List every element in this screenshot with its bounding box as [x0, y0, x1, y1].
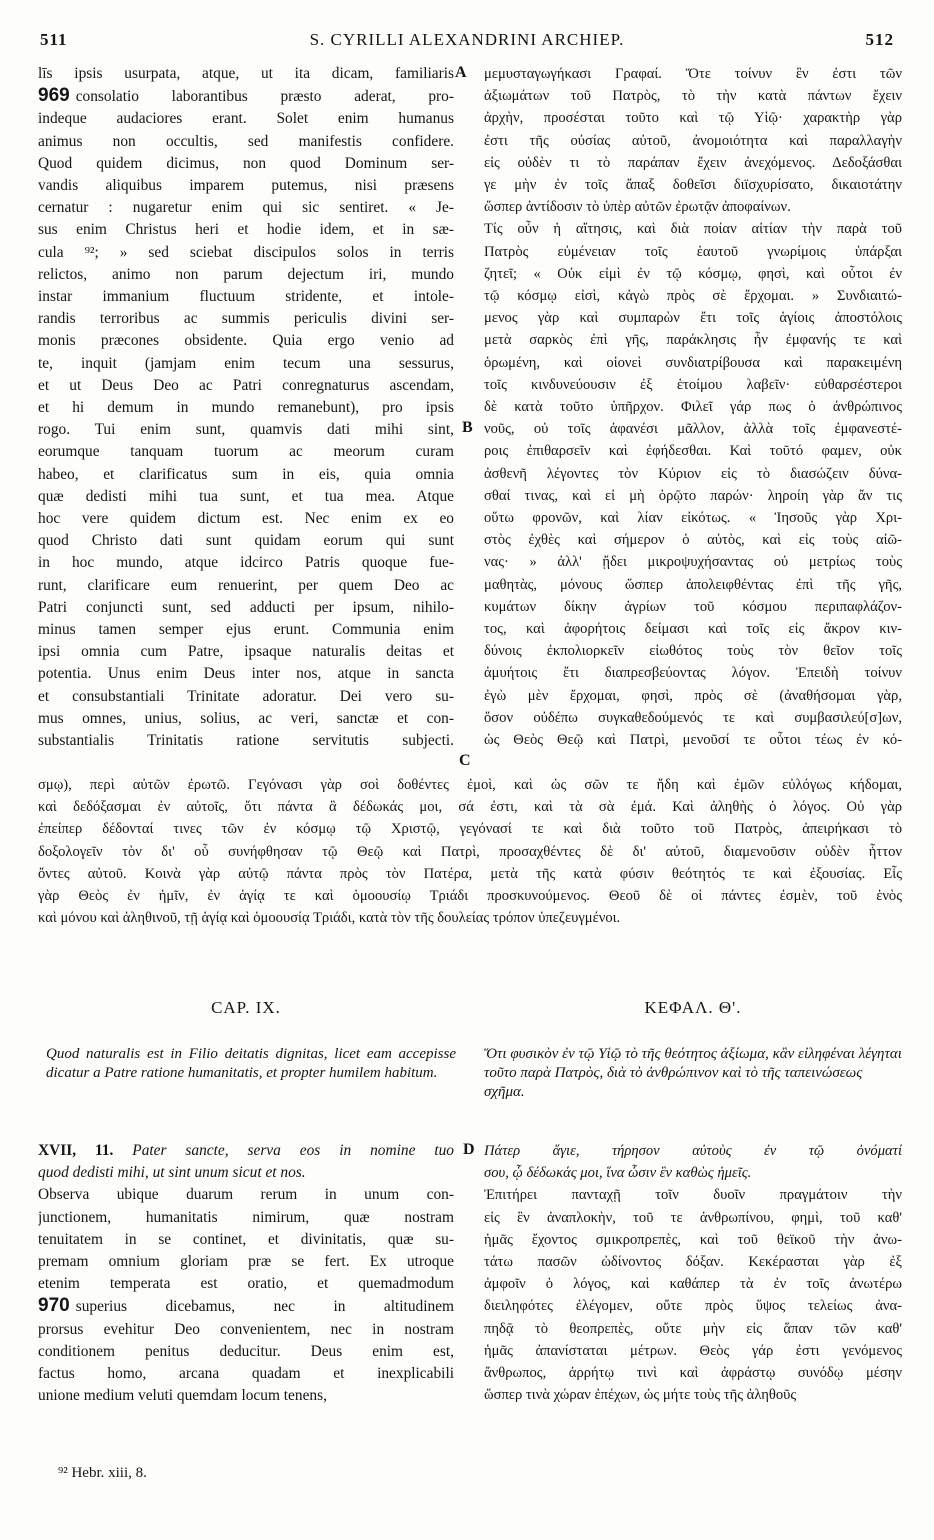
text-line: [484, 196, 902, 218]
margin-marker-a: A: [455, 64, 467, 81]
line-text: consolatio laborantibus præsto aderat, pro-: [75, 88, 454, 106]
line-text: Πατρὸς εὐμένειαν τοῖς ἑαυτοῦ γνωρίμοις ὑπάρξαι: [484, 243, 902, 260]
running-header: [30, 30, 904, 54]
line-text: premam omnium gloriam præ se fert. Ex utroque: [38, 1253, 454, 1271]
text-line: [484, 285, 902, 307]
line-text: γε μὴν ἐν τοῖς ἅπαξ δοθεῖσι διϊσχυρίσατο, δικαιοτάτην: [484, 177, 902, 194]
line-text: eorumque tanquam tuorum ac meorum curam: [38, 443, 454, 461]
greek-verse-text-continued: σου, ᾧ δέδωκάς μοι, ἵνα ὦσιν ἓν καθὼς ἡμεῖς.: [484, 1165, 752, 1182]
line-text: Ἐπιτήρει πανταχῇ τοῖν δυοῖν πραγμάτοιν τὴν: [484, 1187, 902, 1204]
text-line: [38, 1251, 454, 1273]
text-line: [484, 307, 902, 329]
line-text: νοῦς, οὐ τοῖς ἀφανέσι μᾶλλον, ἀλλὰ τοῖς ἐμφανεστέ-: [484, 421, 902, 438]
line-text: ροις ἐπιθαρσεῖν καὶ ἐφήδεσθαι. Καὶ τοῦτό φαμεν, οὐκ: [484, 443, 902, 460]
line-text: factus homo, arcana quadam et inexplicabili: [38, 1365, 454, 1383]
text-line: [484, 707, 902, 729]
text-line: [484, 551, 902, 573]
line-text: hoc vere quidem dictum est. Nec enim ex eo: [38, 510, 454, 528]
line-text: τῷ κόσμῳ εἰσὶ, κἀγὼ πρὸς σὲ ἔρχομαι. » Συνδιαιτώ-: [484, 288, 902, 305]
text-line: [38, 219, 454, 241]
line-text: μενος γὰρ καὶ συμπαρὼν ἔτι τοῖς ἁγίοις ἀποστόλοις: [484, 310, 902, 327]
text-line: [484, 1184, 902, 1206]
text-line: [38, 818, 902, 840]
text-line: [484, 1295, 902, 1317]
text-line: [484, 1362, 902, 1384]
line-text: τος, καὶ ἀφορήτοις δείμασι καὶ τοῖς εἰς ἄκρον κιν-: [484, 621, 902, 638]
line-text: superius dicebamus, nec in altitudinem: [75, 1298, 454, 1316]
text-line: [38, 530, 454, 552]
line-text: monis præcones obsidente. Quia ergo venio ad: [38, 332, 454, 350]
text-line: [38, 597, 454, 619]
line-text: εἰς οὐδὲν τι τὸ παράπαν ἔχειν ἀνεχόμενος. Δεδοξάσθαι: [484, 154, 902, 171]
line-text: indeque audaciores erant. Solet enim humanus: [38, 110, 454, 128]
line-text: ἐστι τῆς οὐσίας αὐτοῦ, ἀνομοιότητα καὶ παραλλαγὴν: [484, 132, 902, 149]
text-line: [484, 1273, 902, 1295]
line-text: et consubstantiali Trinitate adoratur. Dei vero su-: [38, 687, 454, 705]
text-line: [38, 63, 454, 85]
text-line: [484, 174, 902, 196]
line-text: substantialis Trinitatis ratione servitutis subjecti.: [38, 732, 454, 750]
text-line: [38, 1341, 454, 1363]
footnote: ⁹² Hebr. xiii, 8.: [58, 1465, 147, 1481]
text-line: [38, 686, 454, 708]
greek-verse-text: Πάτερ ἅγιε, τήρησον αὐτοὺς ἐν τῷ ὀνόματί: [484, 1143, 902, 1159]
text-line: [38, 197, 454, 219]
line-text: conditionem penitus deducitur. Deus enim est,: [38, 1342, 454, 1360]
line-text: ἀμυήτοις ἔτι διαπρεσβεύοντας λόγον. Ἐπειδὴ τοίνυν: [484, 665, 902, 682]
chapter-summary-latin: Quod naturalis est in Filio deitatis dignitas, licet eam accepisse dicatur a Patre ratione humanitatis, et propter humilem habitum.: [46, 1046, 456, 1081]
text-line: [38, 907, 902, 929]
chapter-heading-greek: ΚΕΦΑΛ. Θ'.: [644, 998, 742, 1017]
text-line: [484, 574, 902, 596]
greek-bottom-lines: [484, 1184, 902, 1406]
text-line: [484, 440, 902, 462]
text-line: [484, 685, 902, 707]
text-line: [484, 662, 902, 684]
page-number-left: 511: [40, 30, 68, 49]
line-text: ipsi omnia cum Patre, ipsaque naturalis deitas et: [38, 643, 454, 661]
text-line: [484, 507, 902, 529]
margin-marker-c: C: [459, 752, 471, 769]
line-text: πηδᾷ τὸ θεοπρεπὲς, οὔτε μὴν εἰς ἅπαν τῶν καθ': [484, 1320, 902, 1337]
line-text: δὲ κατὰ τοῦτο ὑπῆρχον. Φιλεῖ γάρ πως ὁ ἀνθρώπινος: [484, 399, 902, 416]
line-text: Quod quidem dicimus, non quod Dominum ser-: [38, 154, 454, 172]
text-line: [484, 218, 902, 240]
line-text: relictos, animo non parum dejectum iri, mundo: [38, 265, 454, 283]
text-line: [38, 575, 454, 597]
line-text: ὡς Θεὸς Θεῷ καὶ Πατρὶ, μενοῦσί τε οὗτοι τέως ἐν κό-: [484, 732, 902, 749]
text-line: [484, 107, 902, 129]
line-text: τάτω πασῶν ὠδίνοντος δόξαν. Κεκέρασται γὰρ ἐξ: [484, 1254, 902, 1271]
margin-marker-b: B: [462, 419, 473, 436]
text-line: [484, 63, 902, 85]
text-line: [484, 396, 902, 418]
verse-text-continued: quod dedisti mihi, ut sint unum sicut et nos.: [38, 1164, 306, 1182]
column-number: 970: [38, 1295, 70, 1317]
verse-text: Pater sancte, serva eos in nomine tuo: [132, 1142, 454, 1159]
text-line: [484, 329, 902, 351]
line-text: ὁρωμένη, καὶ οἱονεὶ συνδιατρίβουσα καὶ παρακειμένη: [484, 354, 902, 371]
line-text: sus enim Christus heri et hodie idem, et in sæ-: [38, 221, 454, 239]
line-text: rogo. Tui enim sunt, quamvis dati mihi sint,: [38, 421, 454, 439]
line-text: σθαί τινας, καὶ εἰ μὴ ὁρῷτο παρών· ληροίη γὰρ ἄν τις: [484, 487, 902, 504]
line-text: καὶ μόνου καὶ ἀληθινοῦ, τῇ ἁγίᾳ καὶ ὁμοουσίᾳ Τριάδι, κατὰ τὸν τῆς δουλείας τρόπον ὑπεζευγμένοι.: [38, 910, 621, 927]
text-line: [484, 1340, 902, 1362]
text-line: [38, 774, 902, 796]
text-line: [38, 464, 454, 486]
text-line: [38, 85, 454, 108]
text-line: [38, 863, 902, 885]
column-number: 969: [38, 85, 70, 107]
running-title: S. CYRILLI ALEXANDRINI ARCHIEP.: [309, 30, 625, 49]
line-text: Τίς οὖν ἡ αἴτησις, καὶ διὰ ποίαν αἰτίαν τὴν παρὰ τοῦ: [484, 221, 902, 238]
line-text: νας· » ἀλλ' ᾔδει μικροψυχήσαντας οὐ μετρίως τοὺς: [484, 554, 902, 571]
text-line: [38, 730, 454, 752]
text-line: [38, 552, 454, 574]
text-line: [38, 641, 454, 663]
line-text: μαθητὰς, μόνους ὥσπερ ἀπολειφθέντας ἐπὶ τῆς γῆς,: [484, 576, 902, 593]
text-line: [38, 1363, 454, 1385]
text-line: [38, 1207, 454, 1229]
greek-column-bottom: [484, 1140, 902, 1406]
text-line: [38, 1184, 454, 1206]
line-text: ἀμφοῖν ὁ λόγος, καὶ καθάπερ τὰ ἐν τοῖς ἀνωτέρω: [484, 1276, 902, 1293]
text-line: [38, 353, 454, 375]
text-line: [38, 486, 454, 508]
line-text: et ut Deus Deo ac Patri conregnaturus ascendam,: [38, 376, 454, 394]
latin-bottom-lines: [38, 1184, 454, 1407]
line-text: instar immanium fluctuum stridente, et intole-: [38, 288, 454, 306]
verse-line: [38, 1140, 454, 1162]
line-text: ὥσπερ τινὰ χώραν ἐπέχων, ὡς μήτε τοὺς τῆς ἀληθοῦς: [484, 1387, 797, 1404]
line-text: ὅσον οὐδέπω συγκαθεδούμενός τε καὶ συμβασιλεύ[σ]ων,: [484, 709, 902, 726]
line-text: unione medium veluti quemdam locum tenens,: [38, 1387, 327, 1405]
line-text: potentia. Unus enim Deus inter nos, atque in sancta: [38, 665, 454, 683]
page-number-right: 512: [865, 30, 894, 49]
text-line: [38, 308, 454, 330]
line-text: Patri conjuncti sunt, sed adducti per ipsum, nihilo-: [38, 598, 454, 616]
text-line: [38, 441, 454, 463]
line-text: διειληφότες ἐλέγομεν, οὔτε πρὸς ὕψος τελείως ἀνα-: [484, 1298, 902, 1315]
text-line: [484, 485, 902, 507]
line-text: ὄντες αὐτοῦ. Κοινὰ γὰρ αὐτῷ πάντα πρὸς τὸν Πατέρα, μετὰ τῆς κατὰ φύσιν θεότητός τε καὶ ἐξουσίας. Εἷς: [38, 865, 902, 882]
line-text: μετὰ σαρκὸς ἐπὶ γῆς, παράκλησις ἦν ἐμφανής τε καὶ: [484, 332, 902, 349]
text-line: [484, 374, 902, 396]
line-text: junctionem, humanitatis nimirum, quæ nostram: [38, 1208, 454, 1226]
line-text: Observa ubique duarum rerum in unum con-: [38, 1186, 454, 1204]
chapter-summary-greek: Ὅτι φυσικὸν ἐν τῷ Υἱῷ τὸ τῆς θεότητος ἀξίωμα, κἂν εἰληφέναι λέγηται τοῦτο παρὰ Πατρὸς, διὰ τὸ ἀνθρώπινον καὶ τὸ τῆς ταπεινώσεως σχῆμα.: [484, 1046, 902, 1100]
text-line: [38, 841, 902, 863]
line-text: līs ipsis usurpata, atque, ut ita dicam, familiaris: [38, 65, 454, 82]
text-line: [38, 796, 902, 818]
line-text: μεμυσταγωγήκασι Γραφαί. Ὅτε τοίνυν ἓν ἐστι τῶν: [484, 66, 902, 82]
line-text: ἄνθρωπος, ἀρρήτῳ τινὶ καὶ ἀφράστῳ συνόδῳ μέσην: [484, 1365, 902, 1382]
text-line: [38, 242, 454, 264]
text-line: [484, 263, 902, 285]
text-line: [38, 375, 454, 397]
line-text: animus non occultis, sed manifestis confidere.: [38, 132, 454, 150]
text-line: [38, 397, 454, 419]
text-line: [484, 596, 902, 618]
line-text: prorsus evehitur Deo convenientem, nec in nostram: [38, 1320, 454, 1338]
text-line: [484, 729, 902, 751]
line-text: ἀξιωμάτων τοῦ Πατρὸς, τὸ τὴν κατὰ πάντων ἔχειν: [484, 88, 902, 105]
line-text: ζητεῖ; « Οὐκ εἰμὶ ἐν τῷ κόσμῳ, φησὶ, καὶ οὗτοι ἐν: [484, 265, 902, 282]
text-line: [38, 153, 454, 175]
text-line: [38, 108, 454, 130]
line-text: δύνοις ἐκπολιορκεῖν εἰωθότος τοὺς τὸν θεῖον τοῖς: [484, 643, 902, 660]
text-line: [484, 618, 902, 640]
line-text: habeo, et clarificatus sum in eis, quia omnia: [38, 465, 454, 483]
chapter-heading-latin: CAP. IX.: [211, 998, 281, 1017]
line-text: ἡμᾶς ἀπανίσταται μέτρων. Θεὸς γάρ ἐστι γενόμενος: [484, 1342, 902, 1359]
latin-column-bottom: [38, 1140, 454, 1407]
text-line: [484, 640, 902, 662]
latin-column-top: [38, 63, 454, 752]
line-text: κυμάτων δίκην ἀγρίων τοῦ κόσμου περιπαφλάζον-: [484, 598, 902, 615]
text-line: [38, 1229, 454, 1251]
line-text: ἀσθενῆ λέγοντες τὸν Κύριον εἰς τὸ διασώζειν δύνα-: [484, 465, 902, 482]
text-line: [38, 619, 454, 641]
text-line: [38, 175, 454, 197]
margin-marker-d: D: [463, 1141, 475, 1158]
verse-reference: XVII, 11.: [38, 1142, 114, 1159]
text-line: [38, 264, 454, 286]
text-line: [484, 1251, 902, 1273]
line-text: ἐγὼ μὲν ἔρχομαι, φησὶ, πρὸς σὲ (ἀναθήσομαι γὰρ,: [484, 687, 902, 704]
greek-full-width-text: [38, 774, 902, 929]
line-text: εἰς ἓν ἀναπλοκὴν, τοῦ τε ἀνθρωπίνου, φημὶ, τοῦ καθ': [484, 1209, 902, 1226]
text-line: [484, 1229, 902, 1251]
text-line: [38, 1319, 454, 1341]
text-line: [484, 418, 902, 440]
line-text: mus omnes, unius, solius, ac veri, sanctæ et con-: [38, 709, 454, 727]
line-text: ἡμᾶς ἔχοντος σμικροπρεπὲς, καὶ τοῦ θεϊκοῦ τὴν ἀνω-: [484, 1231, 902, 1248]
text-line: [38, 330, 454, 352]
text-line: [484, 463, 902, 485]
greek-column-top: [484, 63, 902, 751]
text-line: [484, 241, 902, 263]
text-line: [38, 131, 454, 153]
text-line: [38, 508, 454, 530]
line-text: τοῖς κινδυνεύουσιν ἐξ ἑτοίμου λαβεῖν· εὐθαρσέστεροι: [484, 376, 902, 393]
line-text: runt, clarificare eum renuerint, per quem Deo ac: [38, 576, 454, 594]
line-text: randis terroribus ac summis periculis divini ser-: [38, 310, 454, 328]
text-line: [38, 1295, 454, 1318]
line-text: στὸς ἐχθὲς καὶ σήμερον ὁ αὐτὸς, καὶ εἰς τοὺς αἰῶ-: [484, 532, 902, 549]
text-line: [38, 708, 454, 730]
text-line: [484, 1384, 902, 1406]
line-text: quæ dedisti mihi tua sunt, et tua mea. Atque: [38, 487, 454, 505]
line-text: minus tamen semper ejus erunt. Communia enim: [38, 621, 454, 639]
line-text: ἐπείπερ δέδονταί τινες τῶν ἐν κόσμῳ τῷ Χριστῷ, γεγόνασί τε καὶ διὰ τοῦτο τοῦ Πατρὸς, ἀπειρήκασι τὸ: [38, 821, 902, 838]
line-text: et hi demum in mundo remanebunt), pro ipsis: [38, 399, 454, 417]
text-line: [484, 1207, 902, 1229]
line-text: cernatur : nugaretur enim qui sic sentiret. « Je-: [38, 199, 454, 217]
text-line: [484, 352, 902, 374]
line-text: etenim temperata est oratio, et quemadmodum: [38, 1275, 454, 1293]
line-text: cula ⁹²; » sed sciebat discipulos solos in terris: [38, 243, 454, 261]
text-line: [484, 529, 902, 551]
line-text: γὰρ Θεὸς ἐν ἡμῖν, ἐν ἁγίᾳ τε καὶ ὁμοουσίῳ Τριάδι προσκυνούμενος. Θεοῦ δὲ οἱ πάντες ἐσμὲν, τοῦ ἑνὸς: [38, 888, 902, 905]
line-text: καὶ δεδόξασμαι ἐν αὐτοῖς, ὅτι πάντα ἃ δέδωκάς μοι, σά ἐστι, καὶ τὰ σὰ ἐμά. Καὶ ἀληθὴς ὁ λόγος. Οὐ γὰρ: [38, 799, 902, 816]
line-text: quod Christo dati sunt quidam eorum qui sunt: [38, 532, 454, 550]
text-line: [38, 885, 902, 907]
line-text: tenuitatem in se continet, et divinitatis, quæ su-: [38, 1230, 454, 1248]
line-text: σμῳ), περὶ αὐτῶν ἐρωτῶ. Γεγόνασι γὰρ σοὶ δοθέντες ἐμοὶ, καὶ ὡς σῶν τε ἤδη καὶ ἐμῶν εὐλόγως κήδομαι,: [38, 777, 902, 793]
line-text: te, inquit (jamjam enim tecum una sessurus,: [38, 354, 454, 372]
line-text: οὕτω φρονῶν, καὶ λίαν εἰκότως. « Ἰησοῦς γὰρ Χρι-: [484, 510, 902, 527]
line-text: δοξολογεῖν τὸν δι' οὗ συνήφθησαν τῷ Θεῷ καὶ Πατρὶ, προσαχθέντες δὲ δι' αὐτοῦ, διαμενοῦσιν οὐδὲν ἧττον: [38, 843, 902, 860]
text-line: [484, 1318, 902, 1340]
line-text: vandis aliquibus imparem putemus, nisi præsens: [38, 177, 454, 195]
text-line: [38, 663, 454, 685]
text-line: [38, 286, 454, 308]
line-text: ὥσπερ ἀντίδοσιν τὸ ὑπὲρ αὐτῶν ἐρωτᾷν ἀποφαίνων.: [484, 199, 791, 216]
text-line: [484, 130, 902, 152]
text-line: [38, 1385, 454, 1407]
text-line: [38, 1273, 454, 1295]
line-text: in hoc mundo, atque idcirco Patris quoque fue-: [38, 554, 454, 572]
text-line: [484, 152, 902, 174]
text-line: [38, 419, 454, 441]
text-line: [484, 85, 902, 107]
line-text: ἀρχὴν, προσέσται τοῦτο καὶ τῷ Υἱῷ· χαρακτὴρ γὰρ: [484, 110, 902, 127]
